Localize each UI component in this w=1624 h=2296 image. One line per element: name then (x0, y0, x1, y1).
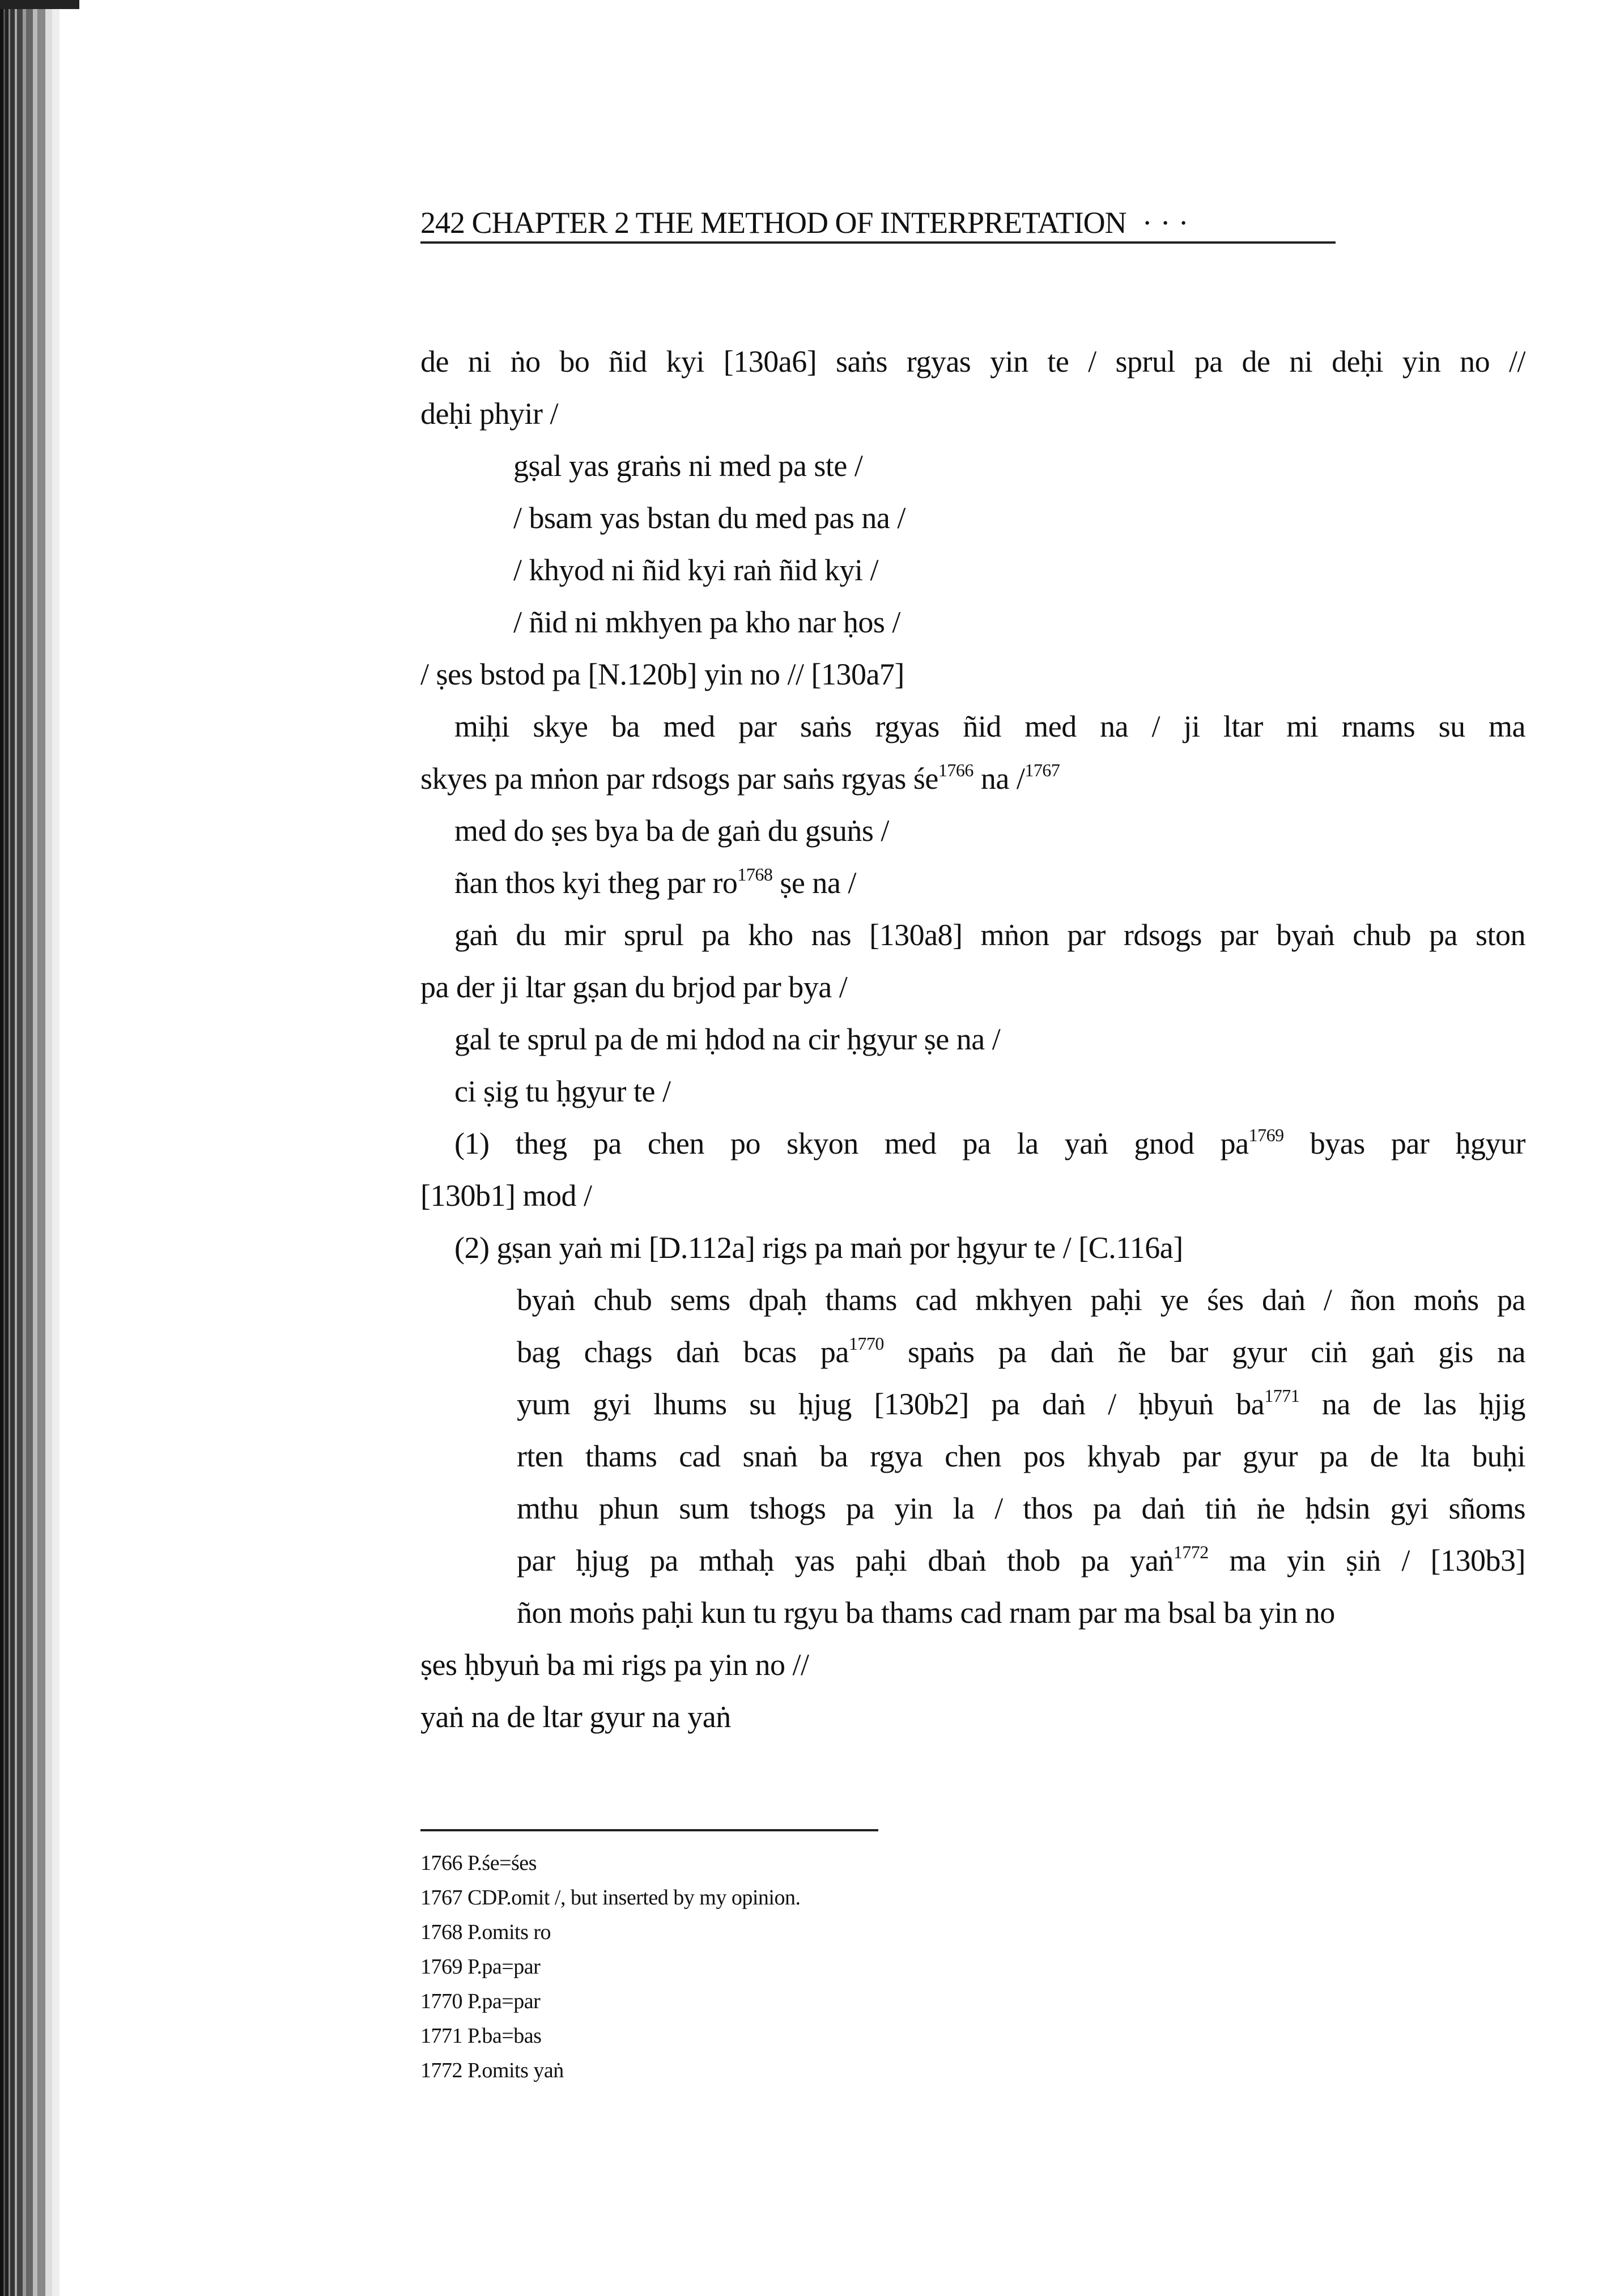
footnote-ref[interactable]: 1767 (1024, 760, 1060, 780)
line-text: mthu phun sum tshogs pa yin la / thos pa daṅ tiṅ ṅe ḥdsin gyi sñoms (517, 1491, 1525, 1525)
text-line (420, 648, 1525, 700)
line-text: / bsam yas bstan du med pas na / (513, 501, 905, 535)
footnote: 1768 P.omits ro (420, 1920, 551, 1944)
line-text: (2) gṣan yaṅ mi [D.112a] rigs pa maṅ por ḥgyur te / [C.116a] (454, 1231, 1183, 1265)
footnote-ref[interactable]: 1770 (848, 1333, 884, 1354)
text-line (420, 1170, 1525, 1222)
text-line (420, 335, 1525, 388)
footnote: 1772 P.omits yaṅ (420, 2059, 564, 2082)
footnote-divider (420, 1829, 878, 1831)
footnote-ref[interactable]: 1768 (737, 864, 773, 885)
text-line (420, 1065, 1525, 1117)
line-text: skyes pa mṅon par rdsogs par saṅs rgyas śe (420, 762, 938, 796)
text-line (420, 1117, 1525, 1170)
text-line (420, 596, 1525, 648)
text-line (420, 1430, 1525, 1482)
footnote: 1769 P.pa=par (420, 1955, 541, 1979)
footnote-ref[interactable]: 1771 (1264, 1385, 1300, 1406)
footnote: 1767 CDP.omit /, but inserted by my opinion. (420, 1886, 801, 1910)
text-line (420, 752, 1525, 805)
text-line (420, 1013, 1525, 1065)
line-text: yum gyi lhums su ḥjug [130b2] pa daṅ / ḥbyuṅ ba (517, 1387, 1265, 1421)
text-line (420, 1691, 1525, 1743)
text-line (420, 700, 1525, 752)
line-text: / khyod ni ñid kyi raṅ ñid kyi / (513, 553, 878, 587)
text-line (420, 544, 1525, 596)
header-title: 242 CHAPTER 2 THE METHOD OF INTERPRETATION (420, 206, 1126, 240)
line-text: rten thams cad snaṅ ba rgya chen pos khyab par gyur pa de lta buḥi (517, 1439, 1525, 1473)
line-text: [130b1] mod / (420, 1179, 592, 1213)
footnote-ref[interactable]: 1769 (1248, 1125, 1284, 1145)
line-text: na de las ḥjig (1299, 1387, 1525, 1421)
line-text: ci ṣig tu ḥgyur te / (454, 1074, 671, 1108)
text-line (420, 1326, 1525, 1378)
text-line (420, 440, 1525, 492)
line-text: ṣe na / (772, 866, 856, 900)
line-text: / ñid ni mkhyen pa kho nar ḥos / (513, 605, 900, 639)
line-text: pa der ji ltar gṣan du brjod par bya / (420, 970, 848, 1004)
line-text: (1) theg pa chen po skyon med pa la yaṅ gnod pa (454, 1126, 1249, 1160)
line-text: yaṅ na de ltar gyur na yaṅ (420, 1700, 731, 1734)
line-text: ma yin ṣiṅ / [130b3] (1208, 1544, 1525, 1578)
line-text: par ḥjug pa mthaḥ yas paḥi dbaṅ thob pa yaṅ (517, 1544, 1174, 1578)
text-line (420, 1639, 1525, 1691)
text-line (420, 1534, 1525, 1587)
text-line (420, 1378, 1525, 1430)
text-line (420, 961, 1525, 1013)
footnotes (420, 1846, 800, 2088)
line-text: gaṅ du mir sprul pa kho nas [130a8] mṅon par rdsogs par byaṅ chub pa ston (454, 918, 1525, 952)
line-text: ṣes ḥbyuṅ ba mi rigs pa yin no // (420, 1648, 809, 1682)
scan-binding-edge (0, 0, 59, 2296)
text-line (420, 805, 1525, 857)
header-dots: ··· (1142, 206, 1197, 240)
line-text: deḥi phyir / (420, 397, 558, 431)
main-text (420, 335, 1525, 1743)
footnote: 1770 P.pa=par (420, 1989, 541, 2013)
line-text: gal te sprul pa de mi ḥdod na cir ḥgyur ṣe na / (454, 1022, 1001, 1056)
text-line (420, 388, 1525, 440)
line-text: gṣal yas graṅs ni med pa ste / (513, 449, 863, 483)
text-line (420, 1274, 1525, 1326)
text-line (420, 1482, 1525, 1534)
line-text: med do ṣes bya ba de gaṅ du gsuṅs / (454, 814, 889, 848)
footnote-ref[interactable]: 1766 (938, 760, 973, 780)
running-header (420, 205, 1336, 244)
line-text: bag chags daṅ bcas pa (517, 1335, 849, 1369)
text-line (420, 1222, 1525, 1274)
line-text: na / (973, 762, 1025, 796)
footnote: 1766 P.śe=śes (420, 1851, 537, 1875)
footnote: 1771 P.ba=bas (420, 2024, 542, 2048)
line-text: byaṅ chub sems dpaḥ thams cad mkhyen paḥi ye śes daṅ / ñon moṅs pa (517, 1283, 1525, 1317)
text-line (420, 909, 1525, 961)
line-text: spaṅs pa daṅ ñe bar gyur ciṅ gaṅ gis na (883, 1335, 1525, 1369)
text-line (420, 1587, 1525, 1639)
line-text: de ni ṅo bo ñid kyi [130a6] saṅs rgyas yin te / sprul pa de ni deḥi yin no // (420, 345, 1525, 379)
line-text: byas par ḥgyur (1283, 1126, 1525, 1160)
line-text: / ṣes bstod pa [N.120b] yin no // [130a7] (420, 657, 904, 691)
footnote-ref[interactable]: 1772 (1173, 1542, 1209, 1562)
line-text: ñan thos kyi theg par ro (454, 866, 738, 900)
text-line (420, 492, 1525, 544)
scan-corner-mark (0, 0, 79, 9)
text-line (420, 857, 1525, 909)
line-text: miḥi skye ba med par saṅs rgyas ñid med na / ji ltar mi rnams su ma (454, 709, 1525, 743)
line-text: ñon moṅs paḥi kun tu rgyu ba thams cad rnam par ma bsal ba yin no (517, 1596, 1335, 1630)
